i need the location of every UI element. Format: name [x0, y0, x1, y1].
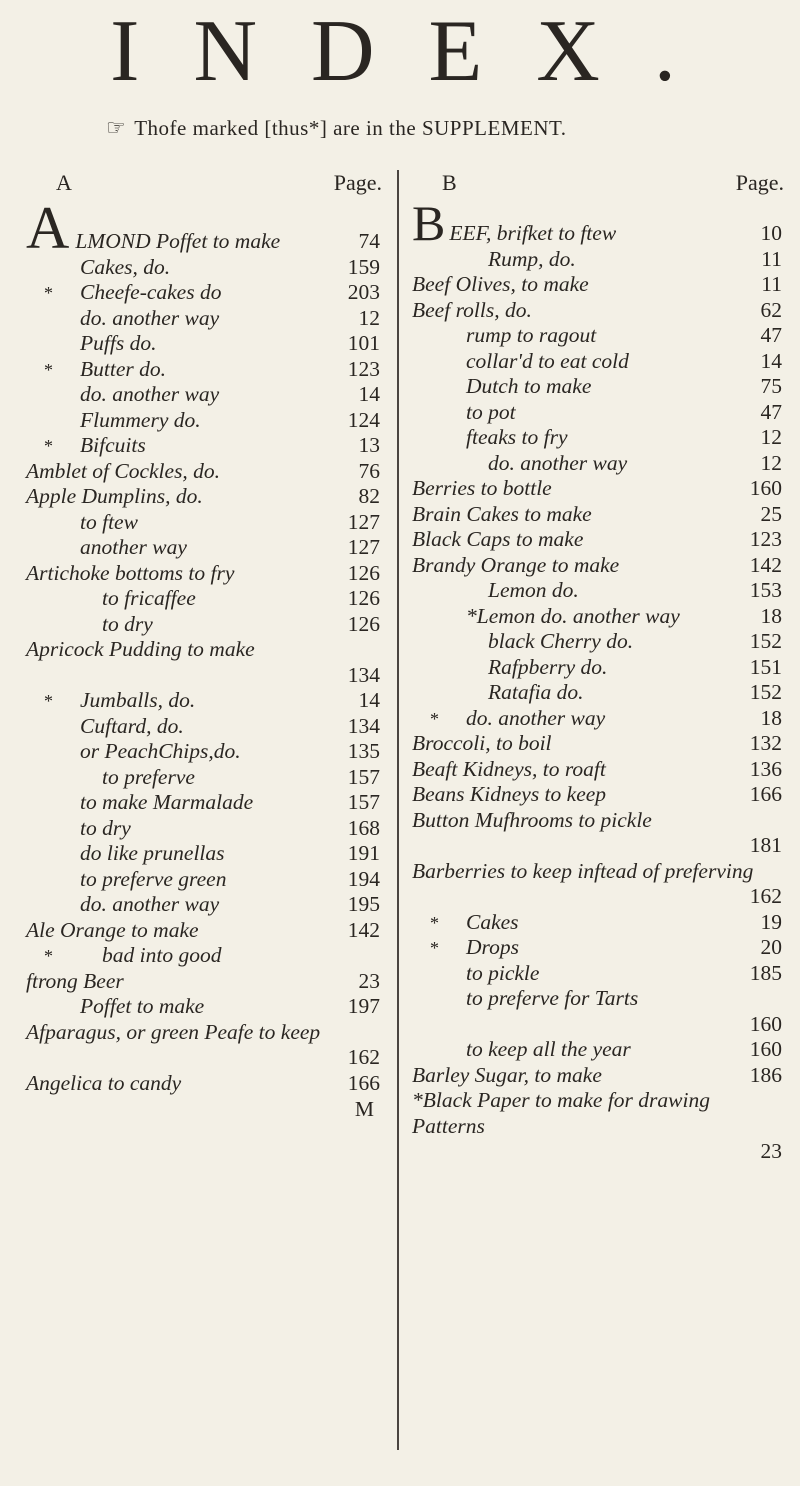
- supplement-notice: [106, 115, 567, 141]
- entry-text: Rump, do.: [488, 246, 576, 271]
- entry-text: Afparagus, or green Peafe to keep: [26, 1019, 321, 1044]
- entry-text: LMOND Poffet to make: [75, 229, 281, 253]
- entry-text: to preferve green: [80, 866, 227, 891]
- entry-page-number: 11: [761, 272, 782, 296]
- index-list: [26, 195, 388, 1096]
- entry-page-number: 135: [347, 739, 380, 763]
- entry-text: to fricaffee: [102, 586, 196, 610]
- entry-page-number: 18: [760, 603, 782, 628]
- entry-text: fteaks to fry: [466, 425, 568, 449]
- entry-text: to ftew: [80, 509, 138, 534]
- entry-text: Drops: [466, 935, 519, 959]
- index-entry: [412, 629, 790, 655]
- entry-text: Amblet of Cockles, do.: [26, 458, 221, 483]
- index-entry: [412, 502, 790, 528]
- index-entry: [412, 298, 790, 324]
- index-entry: [26, 195, 388, 261]
- entry-text: to keep all the year: [466, 1037, 631, 1061]
- supplement-star-icon: *: [44, 283, 53, 303]
- index-entry: [26, 561, 388, 587]
- index-entry: [412, 451, 790, 477]
- index-entry: [412, 195, 790, 251]
- entry-page-number: 134: [347, 662, 380, 687]
- entry-text: *Lemon do. another way: [466, 603, 680, 628]
- entry-text: Cuftard, do.: [80, 713, 184, 738]
- index-entry: [412, 527, 790, 553]
- entry-page-number: 136: [749, 756, 782, 781]
- index-entry: [412, 374, 790, 400]
- entry-text: do like prunellas: [80, 841, 225, 865]
- entry-page-number: 127: [347, 509, 380, 534]
- page-column-label: Page.: [333, 170, 382, 195]
- index-entry: [412, 272, 790, 298]
- index-entry: [412, 578, 790, 604]
- entry-text: do. another way: [80, 382, 220, 406]
- index-entry: [26, 331, 388, 357]
- index-entry: [412, 706, 790, 732]
- section-header-b: [412, 170, 790, 200]
- supplement-star-icon: *: [44, 691, 53, 711]
- entry-page-number: 160: [749, 476, 782, 500]
- entry-page-number: 82: [358, 484, 380, 508]
- entry-page-number: 127: [347, 535, 380, 559]
- entry-page-number: 159: [347, 254, 380, 279]
- index-entry: [26, 714, 388, 740]
- index-entry: [26, 790, 388, 816]
- index-column-a: [26, 170, 388, 1122]
- entry-page-number: 12: [358, 305, 380, 330]
- entry-text: another way: [80, 535, 187, 559]
- entry-page-number: 142: [347, 917, 380, 942]
- entry-page-number: 47: [760, 323, 782, 347]
- index-entry: [412, 757, 790, 783]
- entry-text: Apricock Pudding to make: [26, 637, 255, 661]
- index-entry: [26, 510, 388, 536]
- entry-text: Barley Sugar, to make: [412, 1062, 602, 1087]
- entry-page-number: 101: [347, 331, 380, 355]
- index-entry: [412, 1088, 790, 1165]
- entry-page-number: 11: [761, 246, 782, 271]
- entry-page-number: 62: [760, 297, 782, 322]
- column-divider: [397, 170, 399, 1450]
- entry-text: Apple Dumplins, do.: [26, 484, 203, 508]
- entry-text: Cakes: [466, 909, 519, 934]
- entry-page-number: 166: [749, 782, 782, 806]
- entry-text: Beef Olives, to make: [412, 272, 589, 296]
- entry-text: collar'd to eat cold: [466, 348, 629, 373]
- notice-text: Thofe marked [thus*] are in the SUPPLEMENT.: [134, 116, 567, 140]
- page-column-label: Page.: [735, 170, 784, 195]
- index-entry: [26, 867, 388, 893]
- entry-page-number: 123: [347, 356, 380, 381]
- index-entry: [26, 382, 388, 408]
- entry-page-number: 166: [347, 1070, 380, 1095]
- entry-text: Dutch to make: [466, 374, 592, 398]
- entry-text: Angelica to candy: [26, 1070, 182, 1095]
- entry-text: Button Mufhrooms to pickle: [412, 807, 652, 832]
- index-entry: [26, 433, 388, 459]
- entry-text: bad into good: [102, 943, 222, 967]
- index-entry: [26, 357, 388, 383]
- entry-page-number: 160: [749, 1037, 782, 1061]
- entry-page-number: 203: [347, 280, 380, 304]
- index-entry: [26, 306, 388, 332]
- entry-page-number: 152: [749, 680, 782, 704]
- entry-page-number: 157: [347, 764, 380, 789]
- supplement-star-icon: *: [430, 708, 439, 729]
- supplement-star-icon: *: [44, 436, 53, 456]
- entry-page-number: 126: [347, 586, 380, 610]
- entry-text: ftrong Beer: [26, 968, 124, 993]
- entry-text: Cakes, do.: [80, 254, 171, 279]
- entry-text: Ratafia do.: [488, 680, 584, 704]
- entry-text: Ale Orange to make: [26, 917, 199, 942]
- index-column-b: [412, 170, 790, 1165]
- entry-page-number: 13: [358, 433, 380, 457]
- entry-text: Brandy Orange to make: [412, 552, 620, 577]
- entry-page-number: 23: [358, 968, 380, 993]
- pointing-hand-icon: ☞: [106, 115, 127, 140]
- index-entry: [412, 731, 790, 757]
- entry-text: EEF, brifket to ftew: [449, 221, 617, 245]
- entry-text: Puffs do.: [80, 331, 157, 355]
- entry-text: Artichoke bottoms to fry: [26, 560, 235, 585]
- supplement-star-icon: *: [430, 912, 439, 933]
- entry-page-number: 25: [760, 501, 782, 526]
- index-entry: [412, 400, 790, 426]
- index-entry: [412, 247, 790, 273]
- index-entry: [412, 1063, 790, 1089]
- entry-text: do. another way: [80, 892, 220, 916]
- entry-page-number: 47: [760, 399, 782, 424]
- entry-page-number: 123: [749, 527, 782, 551]
- index-entry: [26, 637, 388, 688]
- entry-text: Brain Cakes to make: [412, 501, 592, 526]
- entry-text: to dry: [102, 611, 153, 636]
- entry-page-number: 23: [760, 1139, 782, 1163]
- index-entry: [26, 1020, 388, 1071]
- entry-page-number: 168: [347, 815, 380, 840]
- entry-text: do. another way: [488, 450, 628, 475]
- index-entry: [412, 935, 790, 961]
- index-entry: [26, 943, 388, 969]
- entry-text: Rafpberry do.: [488, 654, 608, 679]
- entry-text: Cheefe-cakes do: [80, 280, 222, 304]
- index-entry: [26, 969, 388, 995]
- entry-text: to dry: [80, 815, 131, 840]
- entry-page-number: 74: [358, 229, 380, 253]
- entry-page-number: 181: [749, 833, 782, 857]
- entry-page-number: 20: [760, 935, 782, 959]
- entry-page-number: 186: [749, 1062, 782, 1087]
- entry-page-number: 153: [749, 578, 782, 602]
- entry-page-number: 191: [347, 841, 380, 865]
- index-entry: [26, 459, 388, 485]
- entry-text: or PeachChips,do.: [80, 739, 241, 763]
- index-entry: [412, 910, 790, 936]
- entry-page-number: 160: [749, 1011, 782, 1036]
- entry-page-number: 14: [358, 688, 380, 712]
- index-list: [412, 195, 790, 1165]
- index-entry: [26, 765, 388, 791]
- entry-page-number: 75: [760, 374, 782, 398]
- index-entry: [26, 535, 388, 561]
- entry-page-number: 12: [760, 450, 782, 475]
- entry-page-number: 162: [347, 1045, 380, 1069]
- entry-text: do. another way: [80, 305, 220, 330]
- entry-page-number: 76: [358, 458, 380, 483]
- index-entry: [26, 918, 388, 944]
- index-entry: [412, 859, 790, 910]
- index-entry: [26, 994, 388, 1020]
- entry-page-number: 185: [749, 960, 782, 985]
- index-entry: [26, 586, 388, 612]
- index-entry: [26, 892, 388, 918]
- entry-page-number: 195: [347, 892, 380, 916]
- entry-page-number: 151: [749, 654, 782, 679]
- index-entry: [26, 408, 388, 434]
- index-entry: [26, 841, 388, 867]
- section-letter: B: [442, 170, 457, 195]
- entry-text: *Black Paper to make for drawing Patterns: [412, 1088, 710, 1138]
- index-entry: [412, 604, 790, 630]
- entry-page-number: 142: [749, 552, 782, 577]
- index-entry: [26, 739, 388, 765]
- entry-text: to pot: [466, 399, 516, 424]
- index-entry: [412, 655, 790, 681]
- section-letter: A: [56, 170, 72, 195]
- entry-text: to preferve for Tarts: [466, 986, 639, 1010]
- section-header-a: [26, 170, 388, 200]
- index-entry: [412, 986, 790, 1037]
- entry-page-number: 134: [347, 713, 380, 738]
- entry-text: to preferve: [102, 764, 195, 789]
- entry-page-number: 14: [760, 348, 782, 373]
- entry-page-number: 12: [760, 425, 782, 449]
- entry-text: Barberries to keep inftead of preferving: [412, 858, 754, 883]
- index-entry: [412, 476, 790, 502]
- supplement-star-icon: *: [44, 946, 53, 966]
- page-title: INDEX.: [110, 3, 730, 100]
- entry-text: to make Marmalade: [80, 790, 254, 814]
- entry-text: Black Caps to make: [412, 527, 584, 551]
- index-entry: [26, 280, 388, 306]
- index-entry: [412, 1037, 790, 1063]
- index-entry: [26, 484, 388, 510]
- entry-page-number: 162: [749, 884, 782, 908]
- index-entry: [412, 808, 790, 859]
- index-entry: [412, 323, 790, 349]
- entry-text: Butter do.: [80, 356, 166, 381]
- entry-text: Poffet to make: [80, 994, 205, 1018]
- index-entry: [412, 553, 790, 579]
- entry-page-number: 194: [347, 866, 380, 891]
- drop-cap: A: [26, 195, 70, 261]
- supplement-star-icon: *: [430, 938, 439, 958]
- entry-text: Lemon do.: [488, 578, 579, 602]
- entry-page-number: 126: [347, 560, 380, 585]
- entry-page-number: 132: [749, 731, 782, 755]
- index-entry: [412, 425, 790, 451]
- entry-text: Broccoli, to boil: [412, 731, 552, 755]
- drop-cap: B: [412, 195, 446, 251]
- entry-page-number: 197: [347, 994, 380, 1018]
- entry-text: Flummery do.: [80, 407, 201, 432]
- entry-text: Jumballs, do.: [80, 688, 196, 712]
- index-entry: [412, 349, 790, 375]
- index-entry: [26, 816, 388, 842]
- entry-text: Beef rolls, do.: [412, 297, 532, 322]
- entry-page-number: 124: [347, 407, 380, 432]
- entry-text: do. another way: [466, 705, 606, 730]
- entry-page-number: 19: [760, 909, 782, 934]
- index-entry: [412, 680, 790, 706]
- index-entry: [412, 782, 790, 808]
- entry-text: to pickle: [466, 960, 540, 985]
- entry-page-number: 126: [347, 611, 380, 636]
- entry-text: Beans Kidneys to keep: [412, 782, 607, 806]
- index-entry: [26, 688, 388, 714]
- index-entry: [26, 255, 388, 281]
- entry-page-number: 10: [760, 221, 782, 245]
- entry-text: Beaft Kidneys, to roaft: [412, 756, 606, 781]
- supplement-star-icon: *: [44, 359, 53, 380]
- entry-page-number: 14: [358, 382, 380, 406]
- entry-text: Berries to bottle: [412, 476, 552, 500]
- index-entry: [412, 961, 790, 987]
- entry-text: black Cherry do.: [488, 629, 634, 653]
- entry-page-number: 152: [749, 629, 782, 653]
- index-entry: [26, 612, 388, 638]
- index-entry: [26, 1071, 388, 1097]
- catchword: M: [354, 1097, 374, 1121]
- entry-text: rump to ragout: [466, 323, 597, 347]
- entry-page-number: 157: [347, 790, 380, 814]
- entry-text: Bifcuits: [80, 433, 146, 457]
- entry-page-number: 18: [760, 705, 782, 730]
